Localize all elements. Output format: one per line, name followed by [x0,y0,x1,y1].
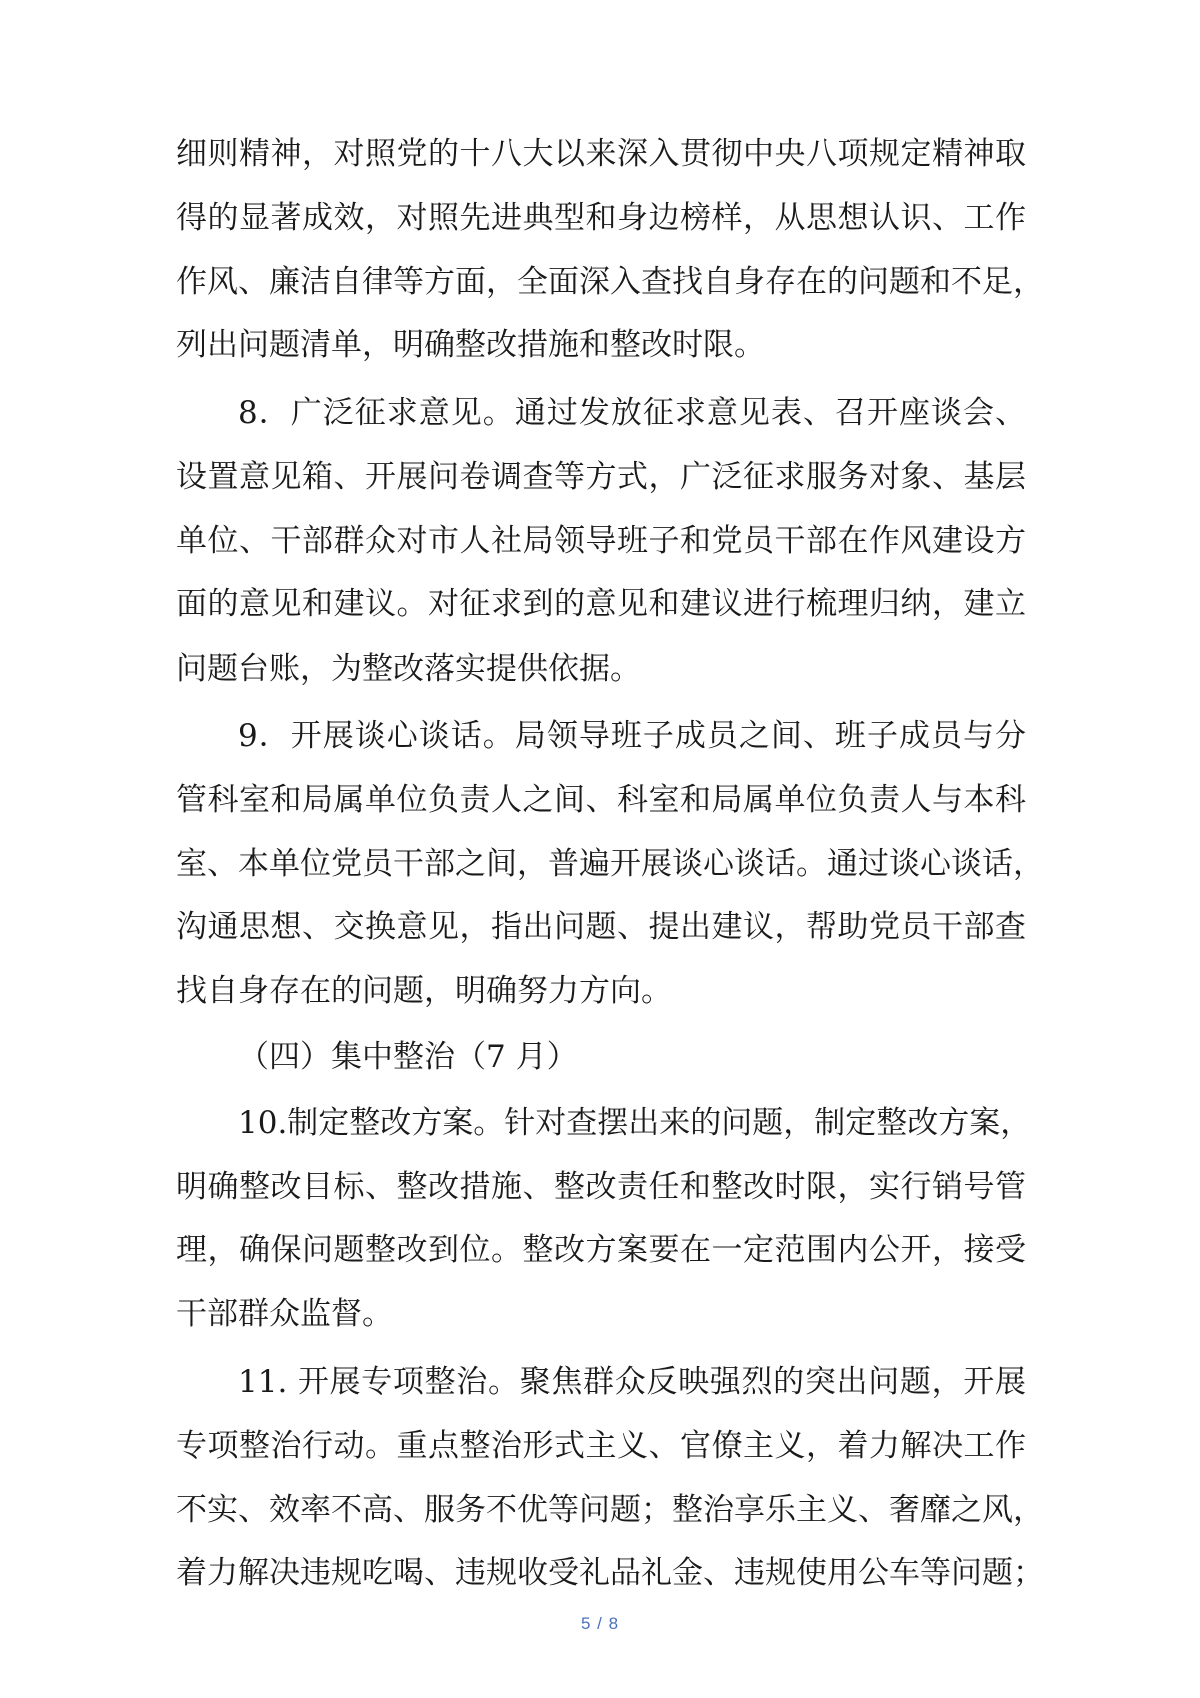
text-line: 细则精神，对照党的十八大以来深入贯彻中央八项规定精神取 [176,136,1026,172]
text-line: 问题台账，为整改落实提供依据。 [176,651,641,687]
text-line: 沟通思想、交换意见，指出问题、提出建议，帮助党员干部查 [176,909,1026,945]
text-line: 面的意见和建议。对征求到的意见和建议进行梳理归纳，建立 [176,586,1026,622]
section-heading: （四）集中整治（7 月） [238,1039,578,1075]
text-line: 室、本单位党员干部之间，普遍开展谈心谈话。通过谈心谈话， [176,846,1044,882]
text-line: 着力解决违规吃喝、违规收受礼品礼金、违规使用公车等问题； [176,1555,1044,1591]
text-line: 列出问题清单，明确整改措施和整改时限。 [176,327,765,363]
page-number: 5 / 8 [580,1614,620,1633]
text-line: 管科室和局属单位负责人之间、科室和局属单位负责人与本科 [176,782,1026,818]
text-line: 不实、效率不高、服务不优等问题；整治享乐主义、奢靡之风， [176,1492,1044,1528]
text-line: 得的显著成效，对照先进典型和身边榜样，从思想认识、工作 [176,200,1026,236]
text-line: 明确整改目标、整改措施、整改责任和整改时限，实行销号管 [176,1169,1026,1205]
numbered-item-9: 9．开展谈心谈话。局领导班子成员之间、班子成员与分 [238,718,1026,754]
text-line: 理，确保问题整改到位。整改方案要在一定范围内公开，接受 [176,1232,1026,1268]
text-line: 作风、廉洁自律等方面，全面深入查找自身存在的问题和不足， [176,264,1044,300]
numbered-item-11: 11. 开展专项整治。聚焦群众反映强烈的突出问题，开展 [238,1364,1026,1400]
numbered-item-10: 10.制定整改方案。针对查摆出来的问题，制定整改方案， [238,1105,1032,1141]
numbered-item-8: 8．广泛征求意见。通过发放征求意见表、召开座谈会、 [238,395,1026,431]
text-line: 单位、干部群众对市人社局领导班子和党员干部在作风建设方 [176,523,1026,559]
text-line: 找自身存在的问题，明确努力方向。 [176,973,672,1009]
text-line: 干部群众监督。 [176,1296,393,1332]
text-line: 设置意见箱、开展问卷调查等方式，广泛征求服务对象、基层 [176,459,1026,495]
text-line: 专项整治行动。重点整治形式主义、官僚主义，着力解决工作 [176,1428,1026,1464]
